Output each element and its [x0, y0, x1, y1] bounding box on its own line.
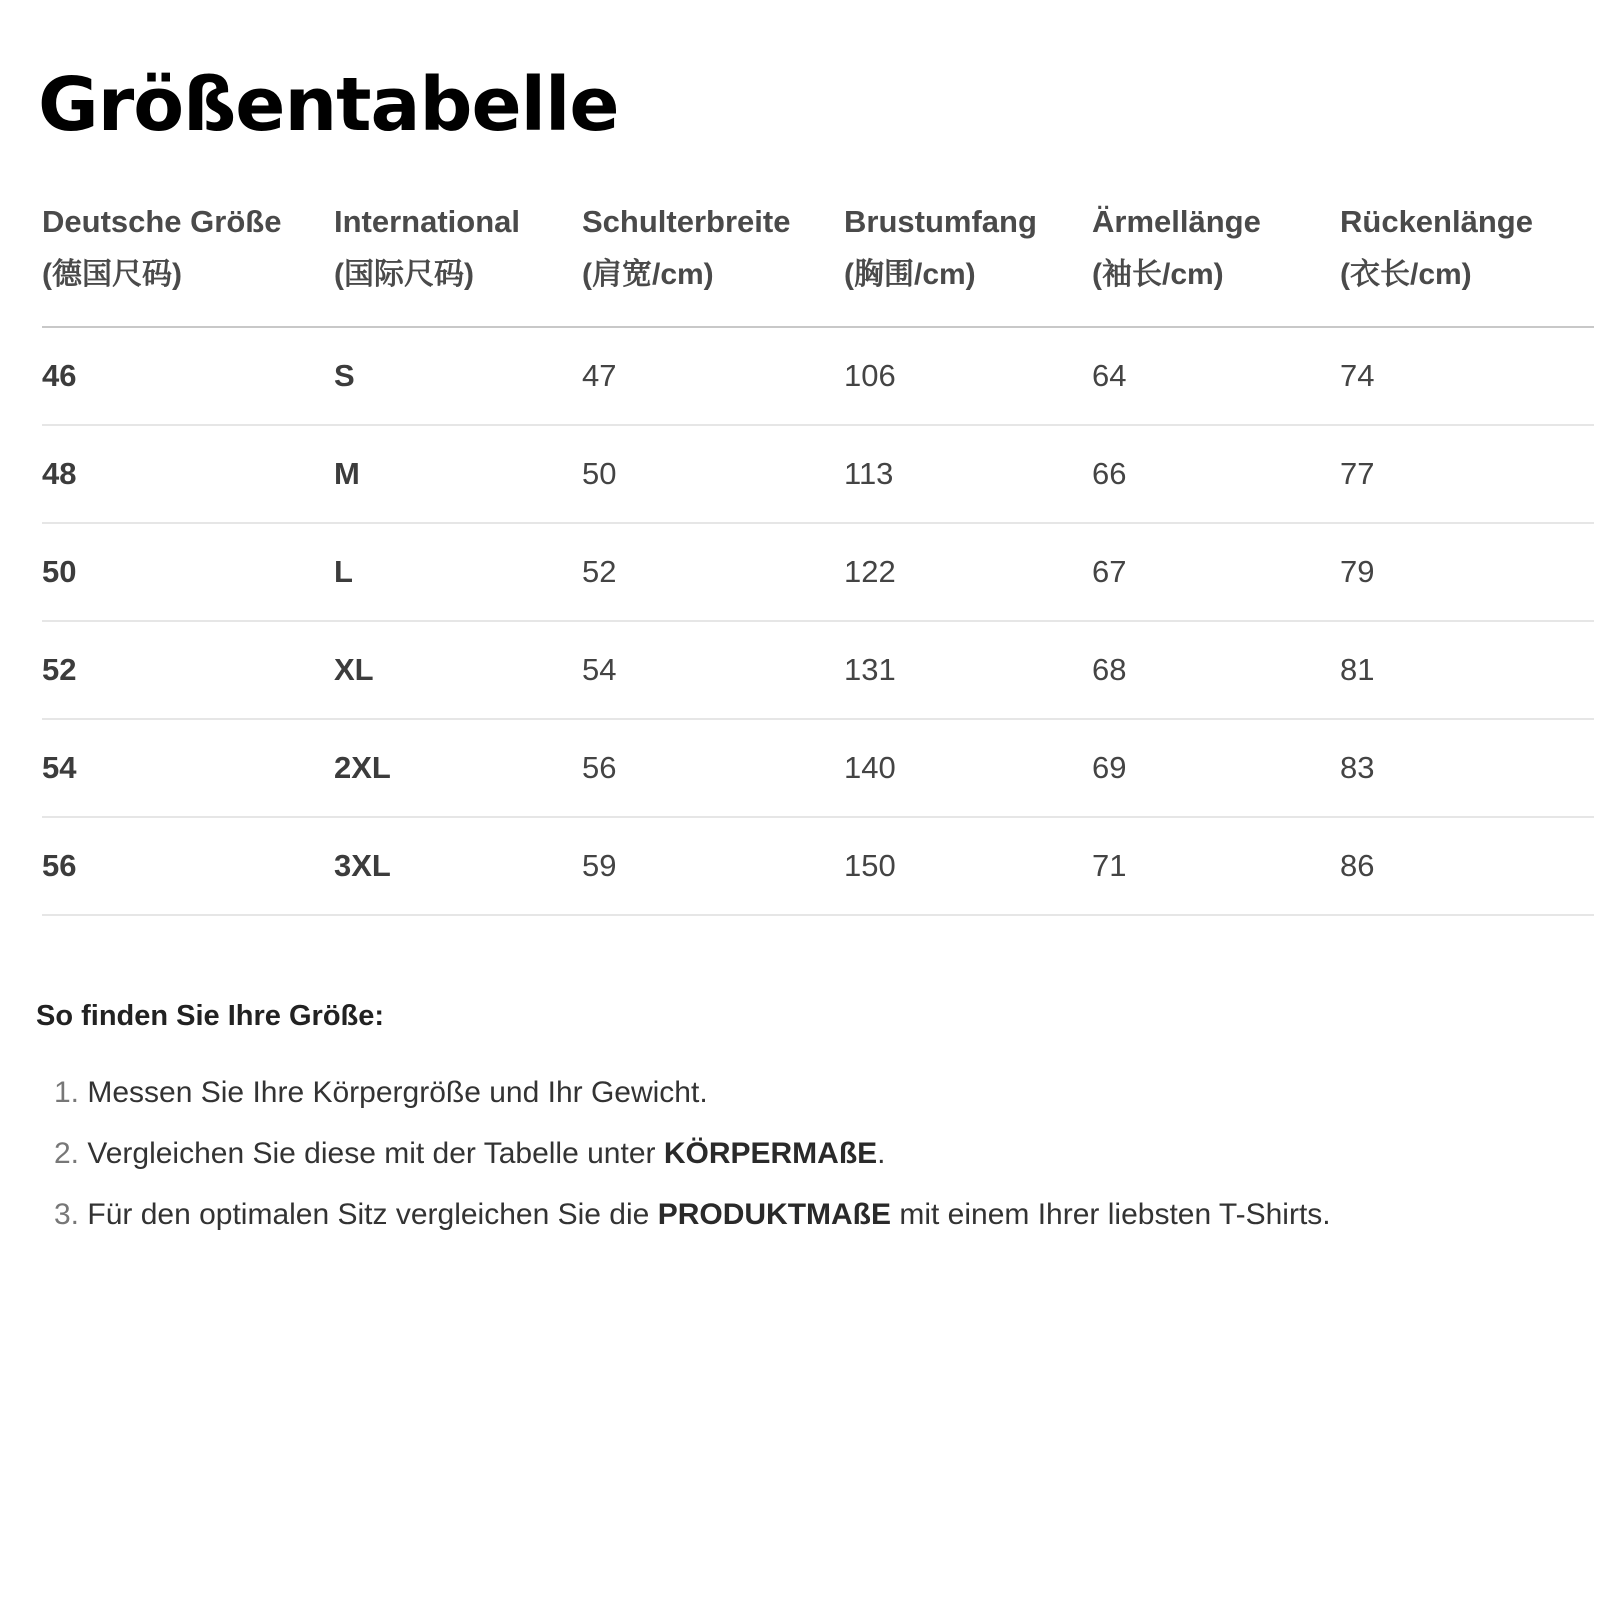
table-row	[42, 426, 1594, 524]
cell-chest: 106	[844, 358, 896, 393]
cell-chest: 140	[844, 750, 896, 785]
cell-sleeve: 64	[1092, 358, 1127, 393]
instruction-step: 1. Messen Sie Ihre Körpergröße und Ihr Gewicht.	[54, 1076, 708, 1109]
cell-back-length: 86	[1340, 848, 1375, 883]
cell-shoulder: 54	[582, 652, 617, 687]
cell-german-size: 54	[42, 750, 77, 785]
cell-chest: 150	[844, 848, 896, 883]
header-german-size: Deutsche Größe (德国尺码)	[42, 204, 282, 291]
cell-german-size: 46	[42, 358, 77, 393]
header-international: International (国际尺码)	[334, 204, 521, 291]
cell-chest: 122	[844, 554, 896, 589]
cell-international: 2XL	[334, 750, 391, 785]
cell-german-size: 52	[42, 652, 77, 687]
cell-sleeve: 66	[1092, 456, 1127, 491]
cell-sleeve: 68	[1092, 652, 1127, 687]
header-sleeve: Ärmellänge (袖长/cm)	[1092, 204, 1261, 291]
table-row	[42, 720, 1594, 818]
cell-back-length: 77	[1340, 456, 1375, 491]
cell-german-size: 50	[42, 554, 77, 589]
page-title: Größentabelle	[38, 62, 619, 148]
cell-sleeve: 69	[1092, 750, 1127, 785]
table-row	[42, 524, 1594, 622]
cell-back-length: 83	[1340, 750, 1375, 785]
size-guide-instructions	[36, 1000, 1536, 1256]
cell-chest: 113	[844, 456, 894, 491]
cell-back-length: 79	[1340, 554, 1375, 589]
cell-german-size: 56	[42, 848, 77, 883]
table-row	[42, 818, 1594, 916]
instruction-step: 2. Vergleichen Sie diese mit der Tabelle unter KÖRPERMAßE.	[54, 1137, 886, 1170]
table-row	[42, 328, 1594, 426]
header-chest: Brustumfang (胸围/cm)	[844, 204, 1037, 291]
cell-german-size: 48	[42, 456, 77, 491]
cell-sleeve: 67	[1092, 554, 1127, 589]
cell-shoulder: 56	[582, 750, 617, 785]
cell-back-length: 74	[1340, 358, 1375, 393]
table-row	[42, 622, 1594, 720]
cell-international: S	[334, 358, 355, 393]
cell-shoulder: 52	[582, 554, 617, 589]
cell-international: XL	[334, 652, 374, 687]
cell-back-length: 81	[1340, 652, 1375, 687]
cell-international: 3XL	[334, 848, 391, 883]
table-header	[42, 196, 1594, 328]
cell-international: L	[334, 554, 353, 589]
header-back-length: Rückenlänge (衣长/cm)	[1340, 204, 1533, 291]
cell-shoulder: 59	[582, 848, 617, 883]
instructions-heading: So finden Sie Ihre Größe:	[36, 1000, 385, 1032]
header-shoulder: Schulterbreite (肩宽/cm)	[582, 204, 791, 291]
cell-international: M	[334, 456, 360, 491]
instruction-step: 3. Für den optimalen Sitz vergleichen Sie die PRODUKTMAßE mit einem Ihrer liebsten T-Shirts.	[54, 1198, 1331, 1231]
cell-shoulder: 50	[582, 456, 617, 491]
cell-sleeve: 71	[1092, 848, 1127, 883]
cell-chest: 131	[844, 652, 896, 687]
size-table	[42, 196, 1594, 916]
instruction-list	[36, 1073, 1536, 1256]
cell-shoulder: 47	[582, 358, 617, 393]
